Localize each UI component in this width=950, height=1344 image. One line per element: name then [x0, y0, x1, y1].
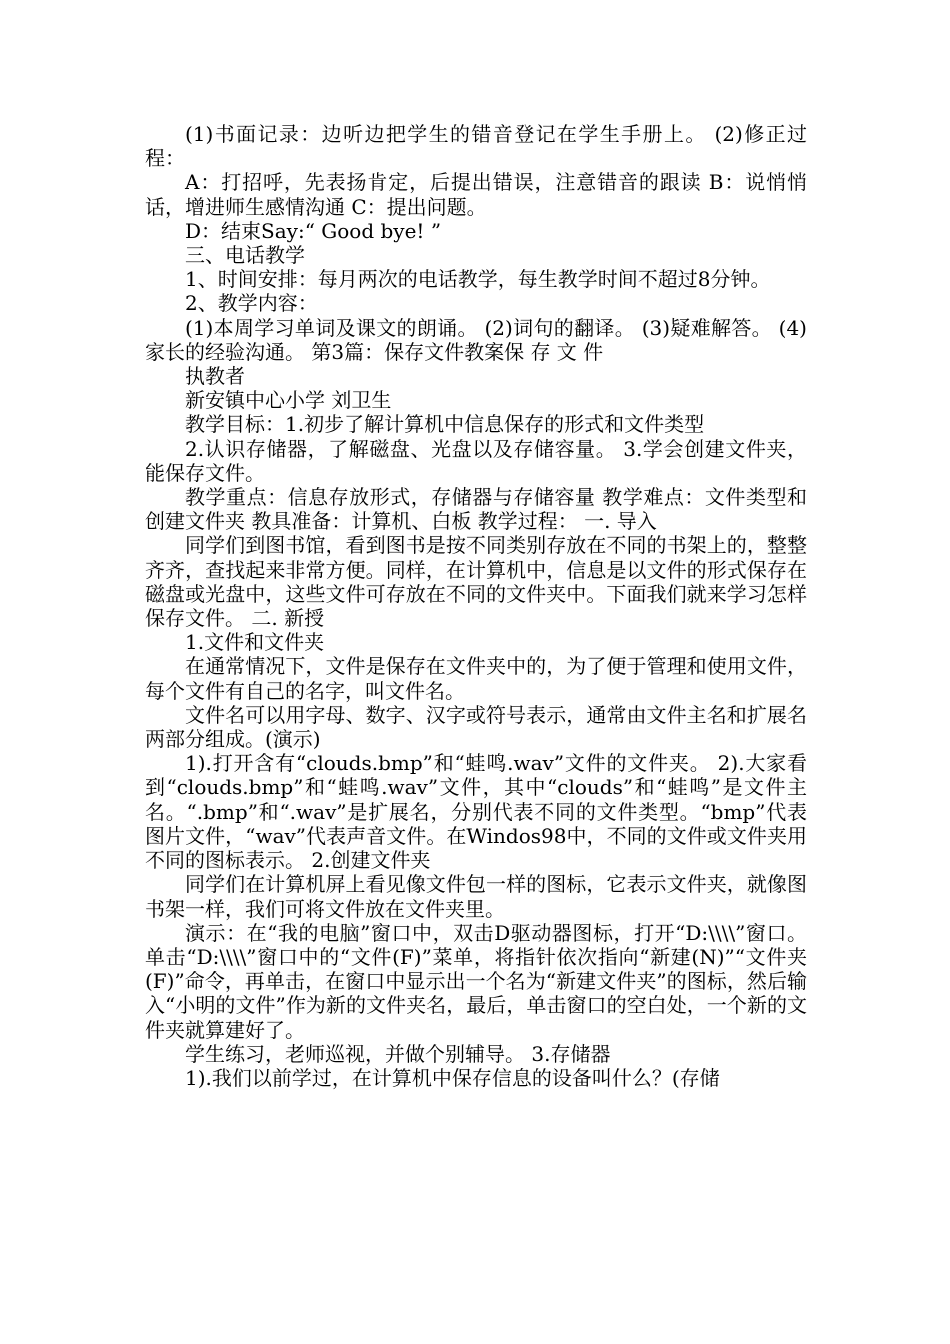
paragraph-teaching-goal-1: 教学目标：1.初步了解计算机中信息保存的形式和文件类型: [185, 412, 705, 437]
paragraph-library-intro: 同学们到图书馆，看到图书是按不同类别存放在不同的书架上的，整整齐齐，查找起来非常方便。同样，在计算机中，信息是以文件的形式保存在磁盘或光盘中，这些文件可存放在不同的文件夹中。下面我们就来学习怎样保存文件。 二. 新授: [145, 533, 807, 631]
heading-files-and-folders: 1.文件和文件夹: [185, 630, 325, 655]
heading-phone-teaching: 三、电话教学: [185, 243, 305, 268]
paragraph-school-teacher: 新安镇中心小学 刘卫生: [185, 388, 392, 413]
paragraph-teaching-focus: 教学重点：信息存放形式，存储器与存储容量 教学难点：文件类型和创建文件夹 教具准备：计算机、白板 教学过程： 一. 导入: [145, 485, 807, 534]
paragraph-teaching-goal-2: 2.认识存储器，了解磁盘、光盘以及存储容量。 3.学会创建文件夹，能保存文件。: [145, 436, 807, 485]
paragraph-content-items: (1)本周学习单词及课文的朗诵。 (2)词句的翻译。 (3)疑难解答。 (4)家长的经验沟通。 第3篇：保存文件教案保 存 文 件: [145, 315, 807, 364]
heading-teaching-content: 2、教学内容：: [185, 291, 318, 316]
paragraph-folder-icon: 同学们在计算机屏上看见像文件包一样的图标，它表示文件夹，就像图书架一样，我们可将文件放在文件夹里。: [145, 872, 807, 921]
paragraph-file-name-parts: 文件名可以用字母、数字、汉字或符号表示，通常由文件主名和扩展名两部分组成。(演示): [145, 702, 807, 752]
paragraph-storage-question: 1).我们以前学过，在计算机中保存信息的设备叫什么？(存储: [185, 1065, 720, 1090]
paragraph-student-practice: 学生练习，老师巡视，并做个别辅导。 3.存储器: [185, 1041, 611, 1066]
paragraph-demo-create-folder: 演示：在“我的电脑”窗口中，双击D驱动器图标，打开“D:\\\\”窗口。单击“D:\\\\”窗口中的“文件(F)”菜单，将指针依次指向“新建(N)”“文件夹(F)”命令，再单击，在窗口中显示出一个名为“新建文件夹”的图标，然后输入“小明的文件”作为新的文件夹名，最后，单击窗口的空白处，一个新的文件夹就算建好了。: [145, 920, 807, 1042]
paragraph-time-schedule: 1、时间安排：每月两次的电话教学，每生教学时间不超过8分钟。: [185, 267, 771, 292]
paragraph-teacher-label: 执教者: [185, 364, 245, 389]
paragraph-demo-extensions: 1).打开含有“clouds.bmp”和“蛙鸣.wav”文件的文件夹。 2).大家看到“clouds.bmp”和“蛙鸣.wav”文件，其中“clouds”和“蛙鸣”是文件主名。“.bmp”和“.wav”是扩展名，分别代表不同的文件类型。“bmp”代表图片文件，“wav”代表声音文件。在Windos98中，不同的文件或文件夹用不同的图标表示。 2.创建文件夹: [145, 751, 807, 873]
paragraph-file-names: 在通常情况下，文件是保存在文件夹中的，为了便于管理和使用文件，每个文件有自己的名字，叫文件名。: [145, 654, 807, 703]
document-page: [145, 122, 807, 1090]
paragraph-greeting-steps: A：打招呼，先表扬肯定，后提出错误，注意错音的跟读 B：说悄悄话，增进师生感情沟通 C：提出问题。: [145, 170, 807, 219]
paragraph-goodbye: D：结束Say:“ Good bye! ”: [185, 218, 442, 243]
paragraph-written-record: (1)书面记录：边听边把学生的错音登记在学生手册上。 (2)修正过程：: [145, 122, 807, 171]
